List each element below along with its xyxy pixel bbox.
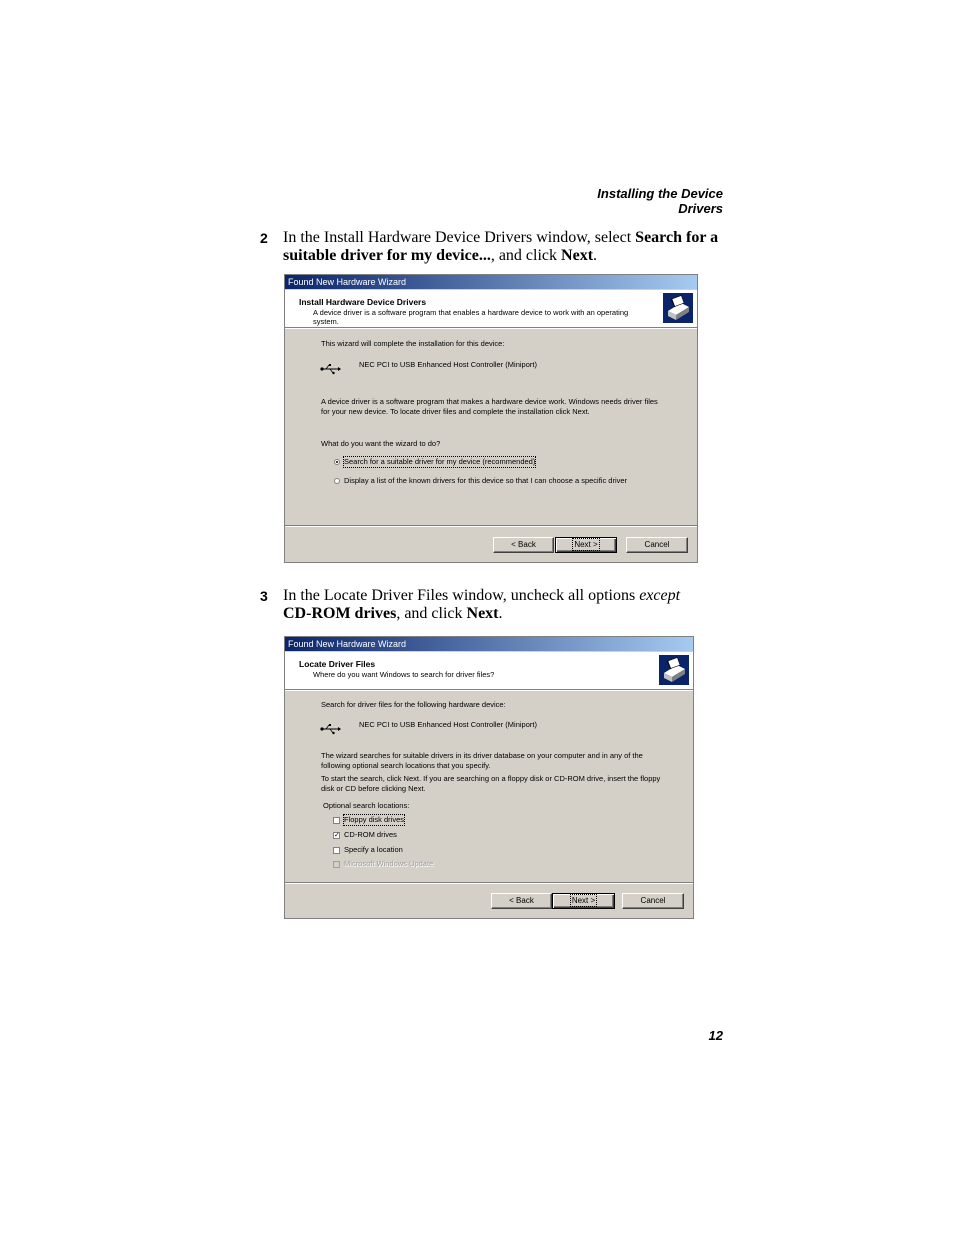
- wizard-intro: This wizard will complete the installation for this device:: [321, 339, 505, 348]
- search-driver-radio[interactable]: [334, 459, 340, 465]
- start-search-explanation: To start the search, click Next. If you are searching on a floppy disk or CD-ROM drive, insert the floppy disk or CD before clicking Next.: [321, 774, 661, 793]
- display-list-option-label[interactable]: Display a list of the known drivers for this device so that I can choose a specific driver: [344, 476, 628, 485]
- back-button[interactable]: < Back: [493, 537, 554, 553]
- locate-driver-files-dialog: [284, 636, 694, 919]
- dialog-title: Found New Hardware Wizard: [288, 639, 407, 649]
- dialog-title-bar[interactable]: [285, 275, 697, 289]
- usb-icon: [320, 363, 342, 375]
- wizard-banner: [285, 290, 697, 328]
- wizard-banner: [285, 652, 693, 690]
- banner-title: Install Hardware Device Drivers: [299, 297, 427, 307]
- install-hardware-dialog: [284, 274, 698, 563]
- banner-subtitle: Where do you want Windows to search for driver files?: [313, 670, 495, 679]
- specify-location-label[interactable]: Specify a location: [344, 845, 403, 854]
- hardware-wizard-icon: [659, 655, 689, 685]
- wizard-intro: Search for driver files for the following hardware device:: [321, 700, 506, 709]
- search-explanation: The wizard searches for suitable drivers in its driver database on your computer and in any of the following optional search locations that you specify.: [321, 751, 643, 770]
- next-button[interactable]: Next >: [555, 537, 617, 553]
- driver-explanation: A device driver is a software program that makes a hardware device work. Windows needs driver files for your new device. To locate driver files and complete the installation click Next.: [321, 397, 658, 416]
- button-separator: [285, 525, 697, 527]
- step-2-instruction: In the Install Hardware Device Drivers window, select Search for a suitable driver for my device..., and click Next.: [283, 229, 719, 264]
- page-number: 12: [708, 1028, 723, 1043]
- cancel-button[interactable]: Cancel: [622, 893, 684, 909]
- device-name: NEC PCI to USB Enhanced Host Controller (Miniport): [359, 360, 537, 369]
- back-button[interactable]: < Back: [491, 893, 552, 909]
- dialog-title-bar[interactable]: [285, 637, 693, 651]
- banner-title: Locate Driver Files: [299, 659, 376, 669]
- windows-update-checkbox: [333, 861, 340, 868]
- device-name: NEC PCI to USB Enhanced Host Controller (Miniport): [359, 720, 537, 729]
- cd-rom-drives-label[interactable]: CD-ROM drives: [344, 830, 397, 839]
- search-driver-option-label[interactable]: Search for a suitable driver for my device (recommended): [344, 457, 536, 466]
- step-3-instruction: In the Locate Driver Files window, uncheck all options except CD-ROM drives, and click Next.: [283, 587, 681, 622]
- wizard-question: What do you want the wizard to do?: [321, 439, 441, 448]
- usb-icon: [320, 723, 342, 735]
- dialog-title: Found New Hardware Wizard: [288, 277, 407, 287]
- windows-update-label: Microsoft Windows Update: [344, 859, 434, 868]
- specify-location-checkbox[interactable]: [333, 847, 340, 854]
- cancel-button[interactable]: Cancel: [626, 537, 688, 553]
- next-button[interactable]: Next >: [552, 893, 615, 909]
- step-number: 2: [260, 230, 268, 246]
- cd-rom-drives-checkbox[interactable]: ✓: [334, 832, 340, 839]
- banner-subtitle: A device driver is a software program that enables a hardware device to work with an operating system.: [313, 308, 629, 326]
- button-separator: [285, 882, 693, 884]
- floppy-drives-label[interactable]: Floppy disk drives: [344, 815, 405, 824]
- hardware-wizard-icon: [663, 293, 693, 323]
- running-header: Installing the Device Drivers: [597, 186, 723, 216]
- search-locations-label: Optional search locations:: [323, 801, 410, 810]
- display-list-radio[interactable]: [334, 478, 340, 484]
- step-number: 3: [260, 588, 268, 604]
- floppy-drives-checkbox[interactable]: [333, 817, 340, 824]
